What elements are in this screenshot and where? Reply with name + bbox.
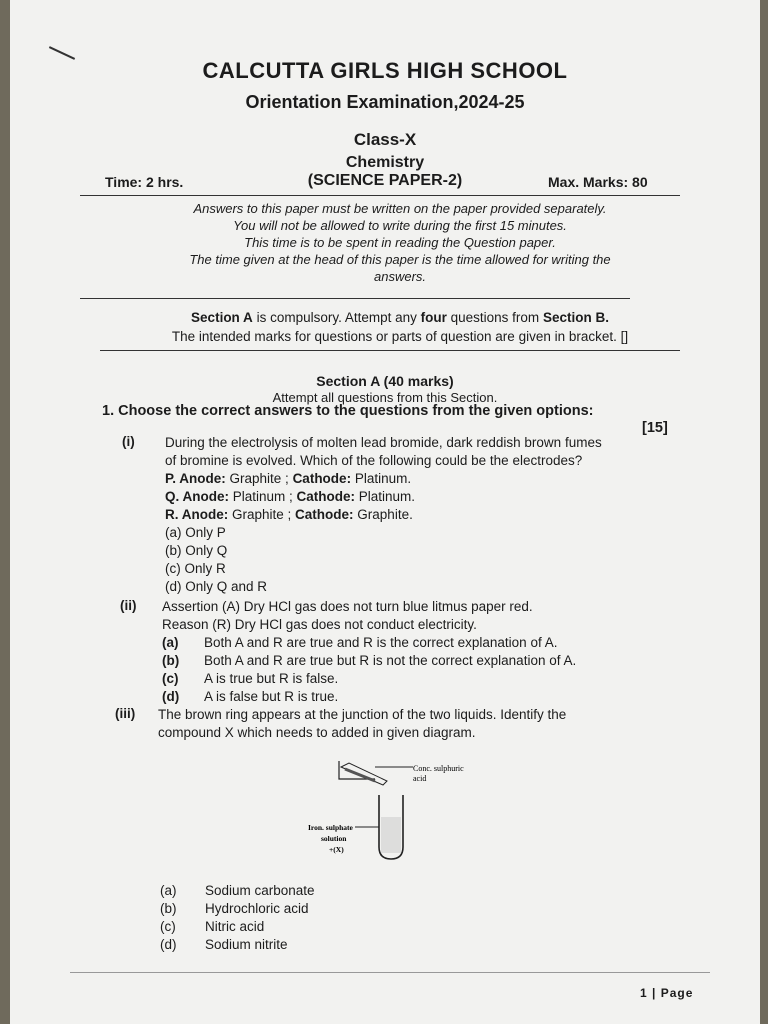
- acid-label: Conc. sulphuric: [413, 764, 464, 773]
- iron-label-2: solution: [321, 834, 347, 843]
- exam-paper: [10, 0, 760, 1024]
- school-name: CALCUTTA GIRLS HIGH SCHOOL: [202, 58, 568, 83]
- page-number: 1 | Page: [640, 986, 694, 1000]
- option-a: (a) Both A and R are true and R is the correct explanation of A.: [162, 635, 558, 650]
- q-iii-block: [158, 706, 703, 742]
- section-a-ref: Section A: [191, 310, 253, 325]
- divider: [80, 195, 680, 196]
- option-d: (d) A is false but R is true.: [162, 689, 339, 704]
- q-iii-number: (iii): [115, 706, 136, 721]
- divider: [100, 350, 680, 351]
- reason: Reason (R) Dry HCl gas does not conduct electricity.: [162, 617, 477, 632]
- question-1-marks: [15]: [642, 420, 668, 436]
- q-i-text: During the electrolysis of molten lead bromide, dark reddish brown fumes: [165, 435, 602, 450]
- time-allowed: Time: 2 hrs.: [105, 174, 184, 190]
- q-iii-text: compound X which needs to added in given diagram.: [158, 725, 476, 740]
- acid-label-2: acid: [413, 774, 427, 783]
- option-a: (a) Only P: [165, 525, 226, 540]
- option-d: (d) Only Q and R: [165, 579, 268, 594]
- test-tube-diagram: [305, 755, 505, 865]
- instruction-line: The time given at the head of this paper is the time allowed for writing the: [189, 252, 611, 267]
- class-label: Class-X: [353, 130, 417, 149]
- q-i-text: of bromine is evolved. Which of the following could be the electrodes?: [165, 453, 583, 468]
- instruction-line: You will not be allowed to write during the first 15 minutes.: [233, 218, 567, 233]
- max-marks: Max. Marks: 80: [548, 174, 648, 190]
- option-a: (a) Sodium carbonate: [160, 883, 315, 898]
- question-1: 1. Choose the correct answers to the questions from the given options:: [102, 403, 594, 419]
- q-i-block: [165, 434, 705, 596]
- subject-label: Chemistry: [345, 154, 425, 171]
- instruction-line: answers.: [373, 269, 427, 284]
- q-ii-number: (ii): [120, 598, 137, 613]
- option-c: (c) Only R: [165, 561, 226, 576]
- note-text: is compulsory. Attempt any: [252, 310, 421, 325]
- option-d: (d) Sodium nitrite: [160, 937, 288, 952]
- electrode-P: P. Anode: Graphite ; Cathode: Platinum.: [165, 471, 412, 486]
- paper-label: (SCIENCE PAPER-2): [307, 172, 463, 189]
- instructions: [120, 200, 680, 285]
- iron-label: Iron. sulphate: [308, 823, 353, 832]
- assertion: Assertion (A) Dry HCl gas does not turn blue litmus paper red.: [162, 599, 533, 614]
- note-line-2: The intended marks for questions or parts of question are given in bracket. []: [171, 329, 629, 344]
- option-b: (b) Both A and R are true but R is not the correct explanation of A.: [162, 653, 577, 668]
- option-b: (b) Only Q: [165, 543, 228, 558]
- note-text: questions from: [446, 310, 543, 325]
- exam-title: Orientation Examination,2024-25: [245, 92, 525, 112]
- q-iii-options: [160, 882, 315, 954]
- section-note: [110, 308, 690, 346]
- brown-ring-diagram: [305, 755, 505, 865]
- footer-divider: [70, 972, 710, 973]
- note-four: four: [420, 310, 447, 325]
- q-ii-block: [162, 598, 707, 706]
- option-c: (c) A is true but R is false.: [162, 671, 339, 686]
- electrode-R: R. Anode: Graphite ; Cathode: Graphite.: [165, 507, 413, 522]
- option-c: (c) Nitric acid: [160, 919, 265, 934]
- instruction-line: Answers to this paper must be written on the paper provided separately.: [193, 201, 607, 216]
- section-a-title: Section A (40 marks): [316, 373, 454, 389]
- q-iii-text: The brown ring appears at the junction of the two liquids. Identify the: [158, 707, 567, 722]
- section-a-subtitle: Attempt all questions from this Section.: [272, 390, 498, 405]
- instruction-line: This time is to be spent in reading the Question paper.: [244, 235, 556, 250]
- electrode-Q: Q. Anode: Platinum ; Cathode: Platinum.: [165, 489, 416, 504]
- iron-label-3: +(X): [329, 845, 344, 854]
- option-b: (b) Hydrochloric acid: [160, 901, 309, 916]
- divider: [80, 298, 630, 299]
- section-b-ref: Section B.: [542, 310, 609, 325]
- q-i-number: (i): [122, 434, 135, 449]
